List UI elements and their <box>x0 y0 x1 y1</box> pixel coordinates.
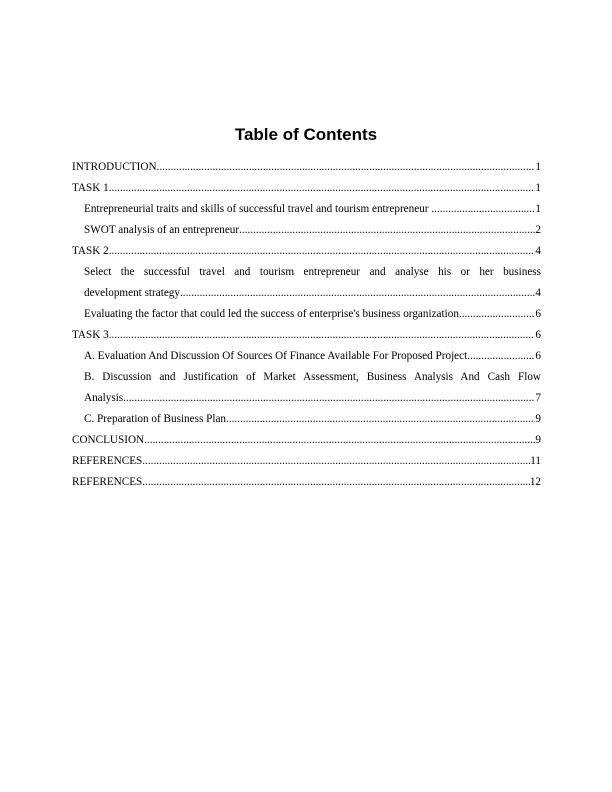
toc-leader-dots <box>467 346 535 367</box>
toc-entry-label: TASK 3 <box>72 329 109 341</box>
toc-entry-label: CONCLUSION <box>72 434 145 446</box>
toc-entry-label: Evaluating the factor that could led the success of enterprise's business organization <box>84 308 459 320</box>
toc-page-number: 4 <box>535 287 541 299</box>
toc-entry-label: C. Preparation of Business Plan <box>84 413 227 425</box>
toc-entry-label: Select the successful travel and tourism entrepreneur and analyse his or her business <box>84 266 541 278</box>
toc-entry-entrepreneurial-traits[interactable] <box>72 199 541 220</box>
toc-leader-dots <box>459 304 535 325</box>
toc-page-number: 4 <box>535 245 541 257</box>
page-title: Table of Contents <box>234 125 378 144</box>
toc-entry-business-plan[interactable] <box>72 409 541 430</box>
toc-page-number: 1 <box>535 203 541 215</box>
toc-page-number: 6 <box>535 329 541 341</box>
toc-entry-label: INTRODUCTION <box>72 161 157 173</box>
toc-leader-dots <box>144 430 535 451</box>
toc-page-number: 7 <box>535 392 541 404</box>
toc-entry-label: SWOT analysis of an entrepreneur <box>84 224 240 236</box>
toc-page-number: 6 <box>535 308 541 320</box>
toc-entry-conclusion[interactable] <box>72 430 541 451</box>
toc-leader-dots <box>180 283 535 304</box>
toc-entry-label: TASK 1 <box>72 182 109 194</box>
toc-leader-dots <box>142 451 530 472</box>
toc-entry-label-continued: Analysis <box>84 392 124 404</box>
toc-leader-dots <box>123 388 535 409</box>
toc-entry-label: B. Discussion and Justification of Market Assessment, Business Analysis And Cash Flow <box>84 371 541 383</box>
toc-entry-references-2[interactable] <box>72 472 541 493</box>
table-of-contents <box>72 157 541 493</box>
toc-page-number: 1 <box>535 161 541 173</box>
toc-entry-swot-analysis[interactable] <box>72 220 541 241</box>
toc-entry-label: REFERENCES <box>72 476 143 488</box>
toc-entry-introduction[interactable] <box>72 157 541 178</box>
toc-entry-label: TASK 2 <box>72 245 109 257</box>
toc-leader-dots <box>109 241 536 262</box>
toc-leader-dots <box>431 199 535 220</box>
toc-leader-dots <box>239 220 535 241</box>
toc-leader-dots <box>142 472 530 493</box>
toc-entry-success-factors[interactable] <box>72 304 541 325</box>
toc-entry-label-continued: development strategy <box>84 287 180 299</box>
toc-page-number: 6 <box>535 350 541 362</box>
toc-page-number: 12 <box>529 476 541 488</box>
toc-leader-dots <box>109 325 536 346</box>
toc-entry-task-3[interactable] <box>72 325 541 346</box>
toc-page-number: 9 <box>535 434 541 446</box>
toc-entry-label: A. Evaluation And Discussion Of Sources Of Finance Available For Proposed Project <box>84 350 468 362</box>
toc-entry-development-strategy[interactable] <box>72 262 541 304</box>
toc-entry-label: Entrepreneurial traits and skills of successful travel and tourism entrepreneur <box>84 203 432 215</box>
toc-entry-references[interactable] <box>72 451 541 472</box>
toc-page-number: 2 <box>535 224 541 236</box>
toc-entry-task-2[interactable] <box>72 241 541 262</box>
toc-leader-dots <box>157 157 536 178</box>
toc-entry-label: REFERENCES <box>72 455 143 467</box>
toc-entry-task-1[interactable] <box>72 178 541 199</box>
toc-entry-sources-of-finance[interactable] <box>72 346 541 367</box>
toc-page-number: 1 <box>535 182 541 194</box>
toc-entry-market-assessment[interactable] <box>72 367 541 409</box>
toc-page-number: 11 <box>530 455 541 467</box>
toc-leader-dots <box>226 409 535 430</box>
toc-leader-dots <box>109 178 536 199</box>
toc-page-number: 9 <box>535 413 541 425</box>
